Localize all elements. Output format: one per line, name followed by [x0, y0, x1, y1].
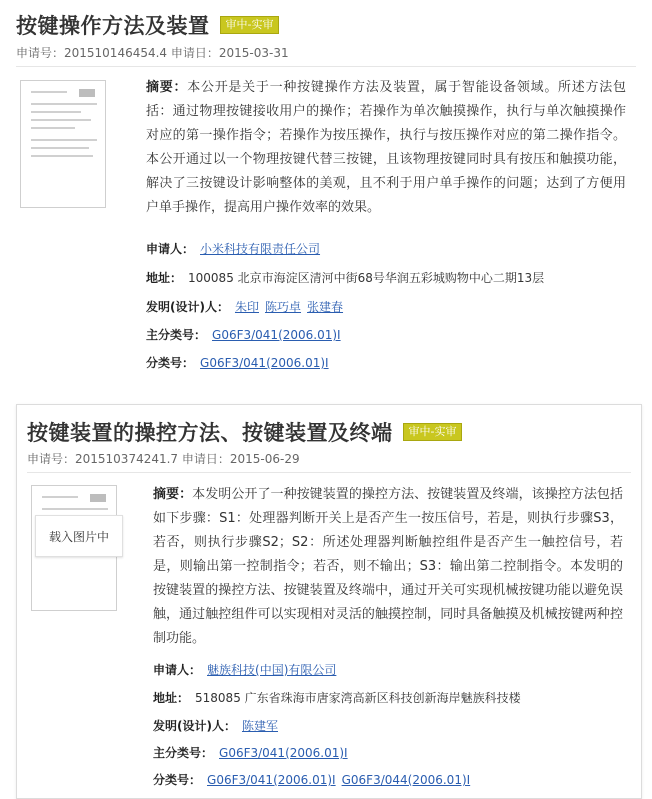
address-row: [153, 689, 521, 706]
abstract-text: 本公开是关于一种按键操作方法及装置，属于智能设备领域。所述方法包括：通过物理按键接收用户的操作；若操作为单次触摸操作，执行与单次触摸操作对应的第一操作指令；若操作为按压操作，执行与按压操作对应的第二操作指令。本公开通过以一个物理按键代替三按键，且该物理按键同时具有按压和触摸功能，解决了三按键设计影响整体的美观，且不利于用户单手操作的问题；达到了方便用户单手操作，提高用户操作效率的效果。: [146, 80, 626, 215]
abstract-label: 摘要：: [153, 487, 193, 502]
image-loading-placeholder: 载入图片中: [35, 515, 123, 557]
class-link[interactable]: G06F3/044(2006.01)I: [341, 773, 471, 787]
class-row: [153, 771, 476, 788]
address-text: 518085 广东省珠海市唐家湾高新区科技创新海岸魅族科技楼: [195, 691, 521, 705]
inventor-link[interactable]: 陈巧卓: [265, 300, 302, 314]
patent-meta: 申请号：201510146454.4 申请日：2015-03-31: [16, 46, 289, 60]
patent-abstract: [153, 483, 623, 651]
status-badge: 审中-实审: [403, 423, 463, 441]
main-class-label: 主分类号：: [146, 328, 207, 342]
main-class-link[interactable]: G06F3/041(2006.01)I: [212, 328, 341, 342]
patent-thumbnail[interactable]: [20, 80, 106, 208]
address-label: 地址：: [153, 691, 190, 705]
abstract-label: 摘要：: [146, 80, 188, 95]
abstract-text: 本发明公开了一种按键装置的操控方法、按键装置及终端，该操控方法包括如下步骤：S1：处理器判断开关上是否产生一按压信号，若是，则执行步骤S3，若否，则执行步骤S2；S2：所述处理器判断触控组件是否产生一触控信号，若是，则输出第一控制指令；若否，则不输出；S3：输出第二控制指令。本发明的按键装置的操控方法、按键装置及终端中，通过开关可实现机械按键功能以避免误触，通过触控组件可以实现相对灵活的触摸控制，同时具备触摸及机械按键两种控制功能。: [153, 487, 623, 646]
inventors-row: [153, 717, 284, 734]
main-class-label: 主分类号：: [153, 746, 214, 760]
class-label: 分类号：: [146, 356, 195, 370]
inventor-link[interactable]: 张建春: [307, 300, 344, 314]
inventors-label: 发明(设计)人：: [153, 719, 236, 733]
patent-title-row: [27, 417, 462, 447]
applicant-row: [153, 661, 342, 678]
class-label: 分类号：: [153, 773, 202, 787]
status-badge: 审中-实审: [220, 16, 280, 34]
class-row: [146, 354, 335, 371]
class-link[interactable]: G06F3/041(2006.01)I: [200, 356, 329, 370]
applicant-label: 申请人：: [146, 242, 195, 256]
divider: [27, 472, 631, 473]
address-text: 100085 北京市海淀区清河中街68号华润五彩城购物中心二期13层: [188, 271, 545, 285]
main-class-row: [146, 326, 347, 343]
patent-abstract: [146, 76, 626, 220]
divider: [16, 66, 636, 67]
inventor-link[interactable]: 朱印: [234, 300, 259, 314]
address-label: 地址：: [146, 271, 183, 285]
inventors-label: 发明(设计)人：: [146, 300, 229, 314]
inventors-row: [146, 298, 349, 315]
inventor-link[interactable]: 陈建军: [241, 719, 278, 733]
applicant-link[interactable]: 小米科技有限责任公司: [200, 242, 321, 256]
main-class-row: [153, 744, 354, 761]
patent-title[interactable]: 按键操作方法及装置: [16, 13, 210, 38]
patent-title-row: [16, 10, 279, 40]
applicant-row: [146, 240, 326, 257]
patent-card-1: [0, 0, 652, 380]
patent-card-2: [16, 404, 642, 799]
patent-meta: 申请号：201510374241.7 申请日：2015-06-29: [27, 452, 300, 466]
applicant-link[interactable]: 魅族科技(中国)有限公司: [207, 663, 337, 677]
class-link[interactable]: G06F3/041(2006.01)I: [207, 773, 336, 787]
main-class-link[interactable]: G06F3/041(2006.01)I: [219, 746, 348, 760]
patent-title[interactable]: 按键装置的操控方法、按键装置及终端: [27, 420, 393, 445]
address-row: [146, 269, 544, 286]
applicant-label: 申请人：: [153, 663, 202, 677]
